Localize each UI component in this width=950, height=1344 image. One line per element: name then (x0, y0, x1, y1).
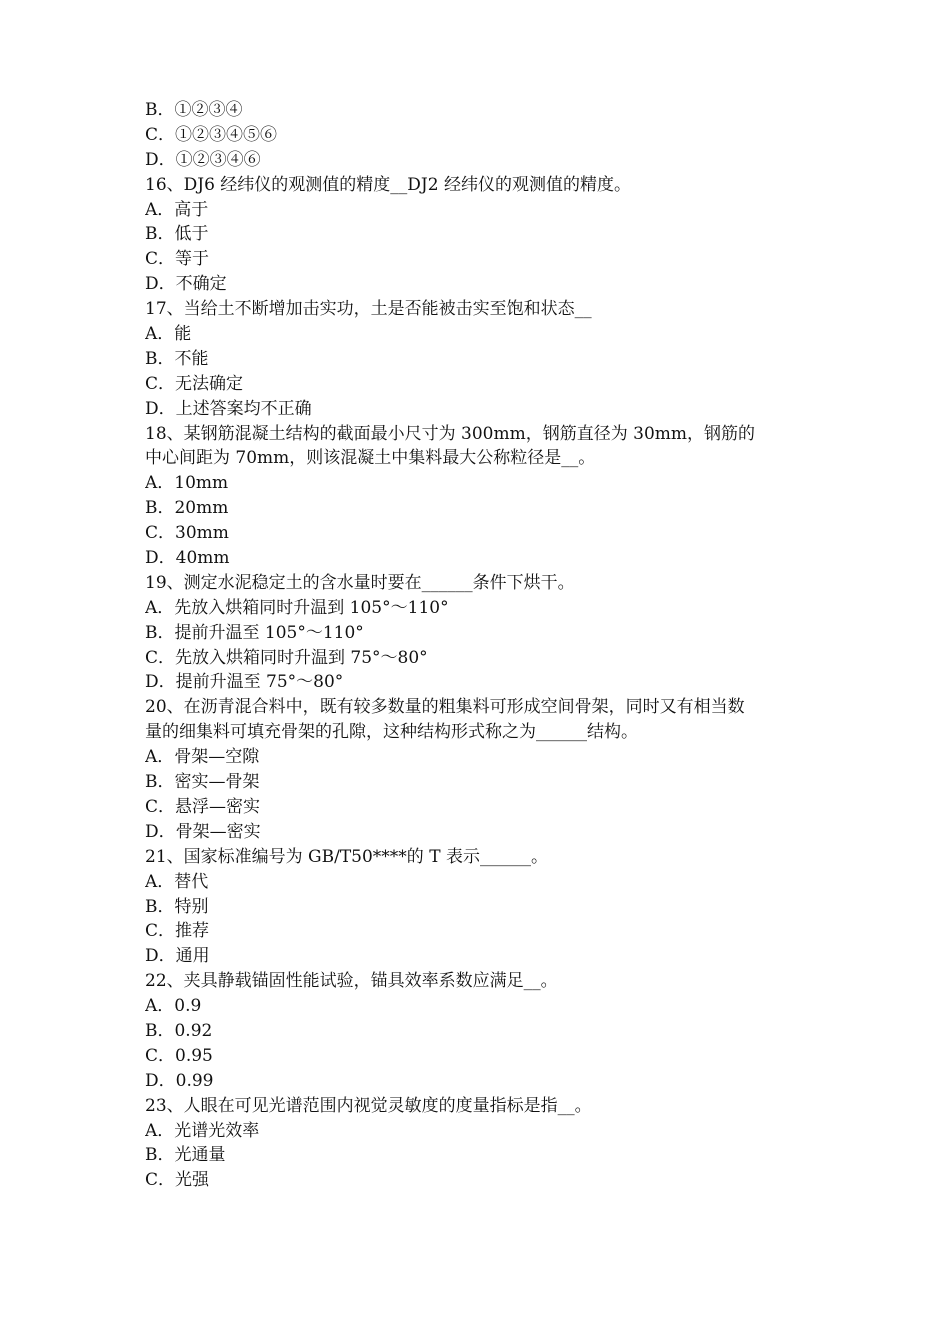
option-line: D．骨架—密实 (145, 821, 261, 842)
option-line: C．悬浮—密实 (145, 796, 261, 817)
question-17 (145, 297, 810, 421)
option-line: A．替代 (145, 871, 209, 892)
question-text: 16、DJ6 经纬仪的观测值的精度__DJ2 经纬仪的观测值的精度。 (145, 174, 631, 195)
option-line: C．先放入烘箱同时升温到 75°～80° (145, 647, 428, 668)
question-text: 22、夹具静载锚固性能试验，锚具效率系数应满足__。 (145, 971, 558, 992)
question-22 (145, 969, 810, 1093)
question-23 (145, 1094, 810, 1194)
option-line: C．0.95 (145, 1045, 213, 1066)
question-text: 17、当给土不断增加击实功，土是否能被击实至饱和状态__ (145, 299, 592, 320)
option-line: A．10mm (145, 473, 229, 494)
option-line: D．不确定 (145, 274, 227, 295)
question-text: 21、国家标准编号为 GB/T50****的 T 表示______。 (145, 846, 548, 867)
option-line: D．上述答案均不正确 (145, 398, 312, 419)
option-line: B．20mm (145, 498, 229, 519)
option-line: B．密实—骨架 (145, 772, 260, 793)
option-line: C．30mm (145, 523, 229, 544)
question-text: 中心间距为 70mm，则该混凝土中集料最大公称粒径是__。 (145, 448, 596, 469)
document-page (145, 98, 810, 1193)
option-line: A．光谱光效率 (145, 1120, 260, 1141)
option-line: C．推荐 (145, 921, 210, 942)
option-line: B．低于 (145, 224, 209, 245)
option-line: B．①②③④ (145, 100, 243, 120)
question-21 (145, 845, 810, 969)
option-line: C．光强 (145, 1170, 210, 1191)
option-line: A．能 (145, 324, 192, 345)
option-line: D．提前升温至 75°～80° (145, 672, 344, 693)
option-line: B．提前升温至 105°～110° (145, 622, 364, 643)
question-text: 19、测定水泥稳定土的含水量时要在______条件下烘干。 (145, 572, 575, 593)
question-20 (145, 695, 810, 844)
option-line: B．0.92 (145, 1020, 213, 1041)
option-line: B．不能 (145, 348, 209, 369)
question-16 (145, 173, 810, 297)
question-text: 量的细集料可填充骨架的孔隙，这种结构形式称之为______结构。 (145, 722, 638, 743)
option-line: B．特别 (145, 896, 209, 917)
question-text: 23、人眼在可见光谱范围内视觉灵敏度的度量指标是指__。 (145, 1095, 592, 1116)
question-18 (145, 422, 810, 571)
option-line: C．等于 (145, 249, 210, 270)
option-line: C．无法确定 (145, 373, 244, 394)
option-line: A．骨架—空隙 (145, 747, 260, 768)
question-text: 18、某钢筋混凝土结构的截面最小尺寸为 300mm，钢筋直径为 30mm，钢筋的 (145, 423, 755, 444)
option-line: A．高于 (145, 199, 209, 220)
option-line: D．40mm (145, 548, 230, 569)
option-line: D．通用 (145, 946, 210, 967)
question-19 (145, 571, 810, 695)
option-line: A．先放入烘箱同时升温到 105°～110° (145, 597, 449, 618)
question-text: 20、在沥青混合料中，既有较多数量的粗集料可形成空间骨架，同时又有相当数 (145, 697, 745, 718)
option-line: A．0.9 (145, 996, 202, 1017)
option-line: D．0.99 (145, 1070, 214, 1091)
leading-options (145, 98, 810, 173)
option-line: D．①②③④⑥ (145, 149, 261, 170)
option-line: C．①②③④⑤⑥ (145, 124, 278, 145)
option-line: B．光通量 (145, 1145, 226, 1166)
